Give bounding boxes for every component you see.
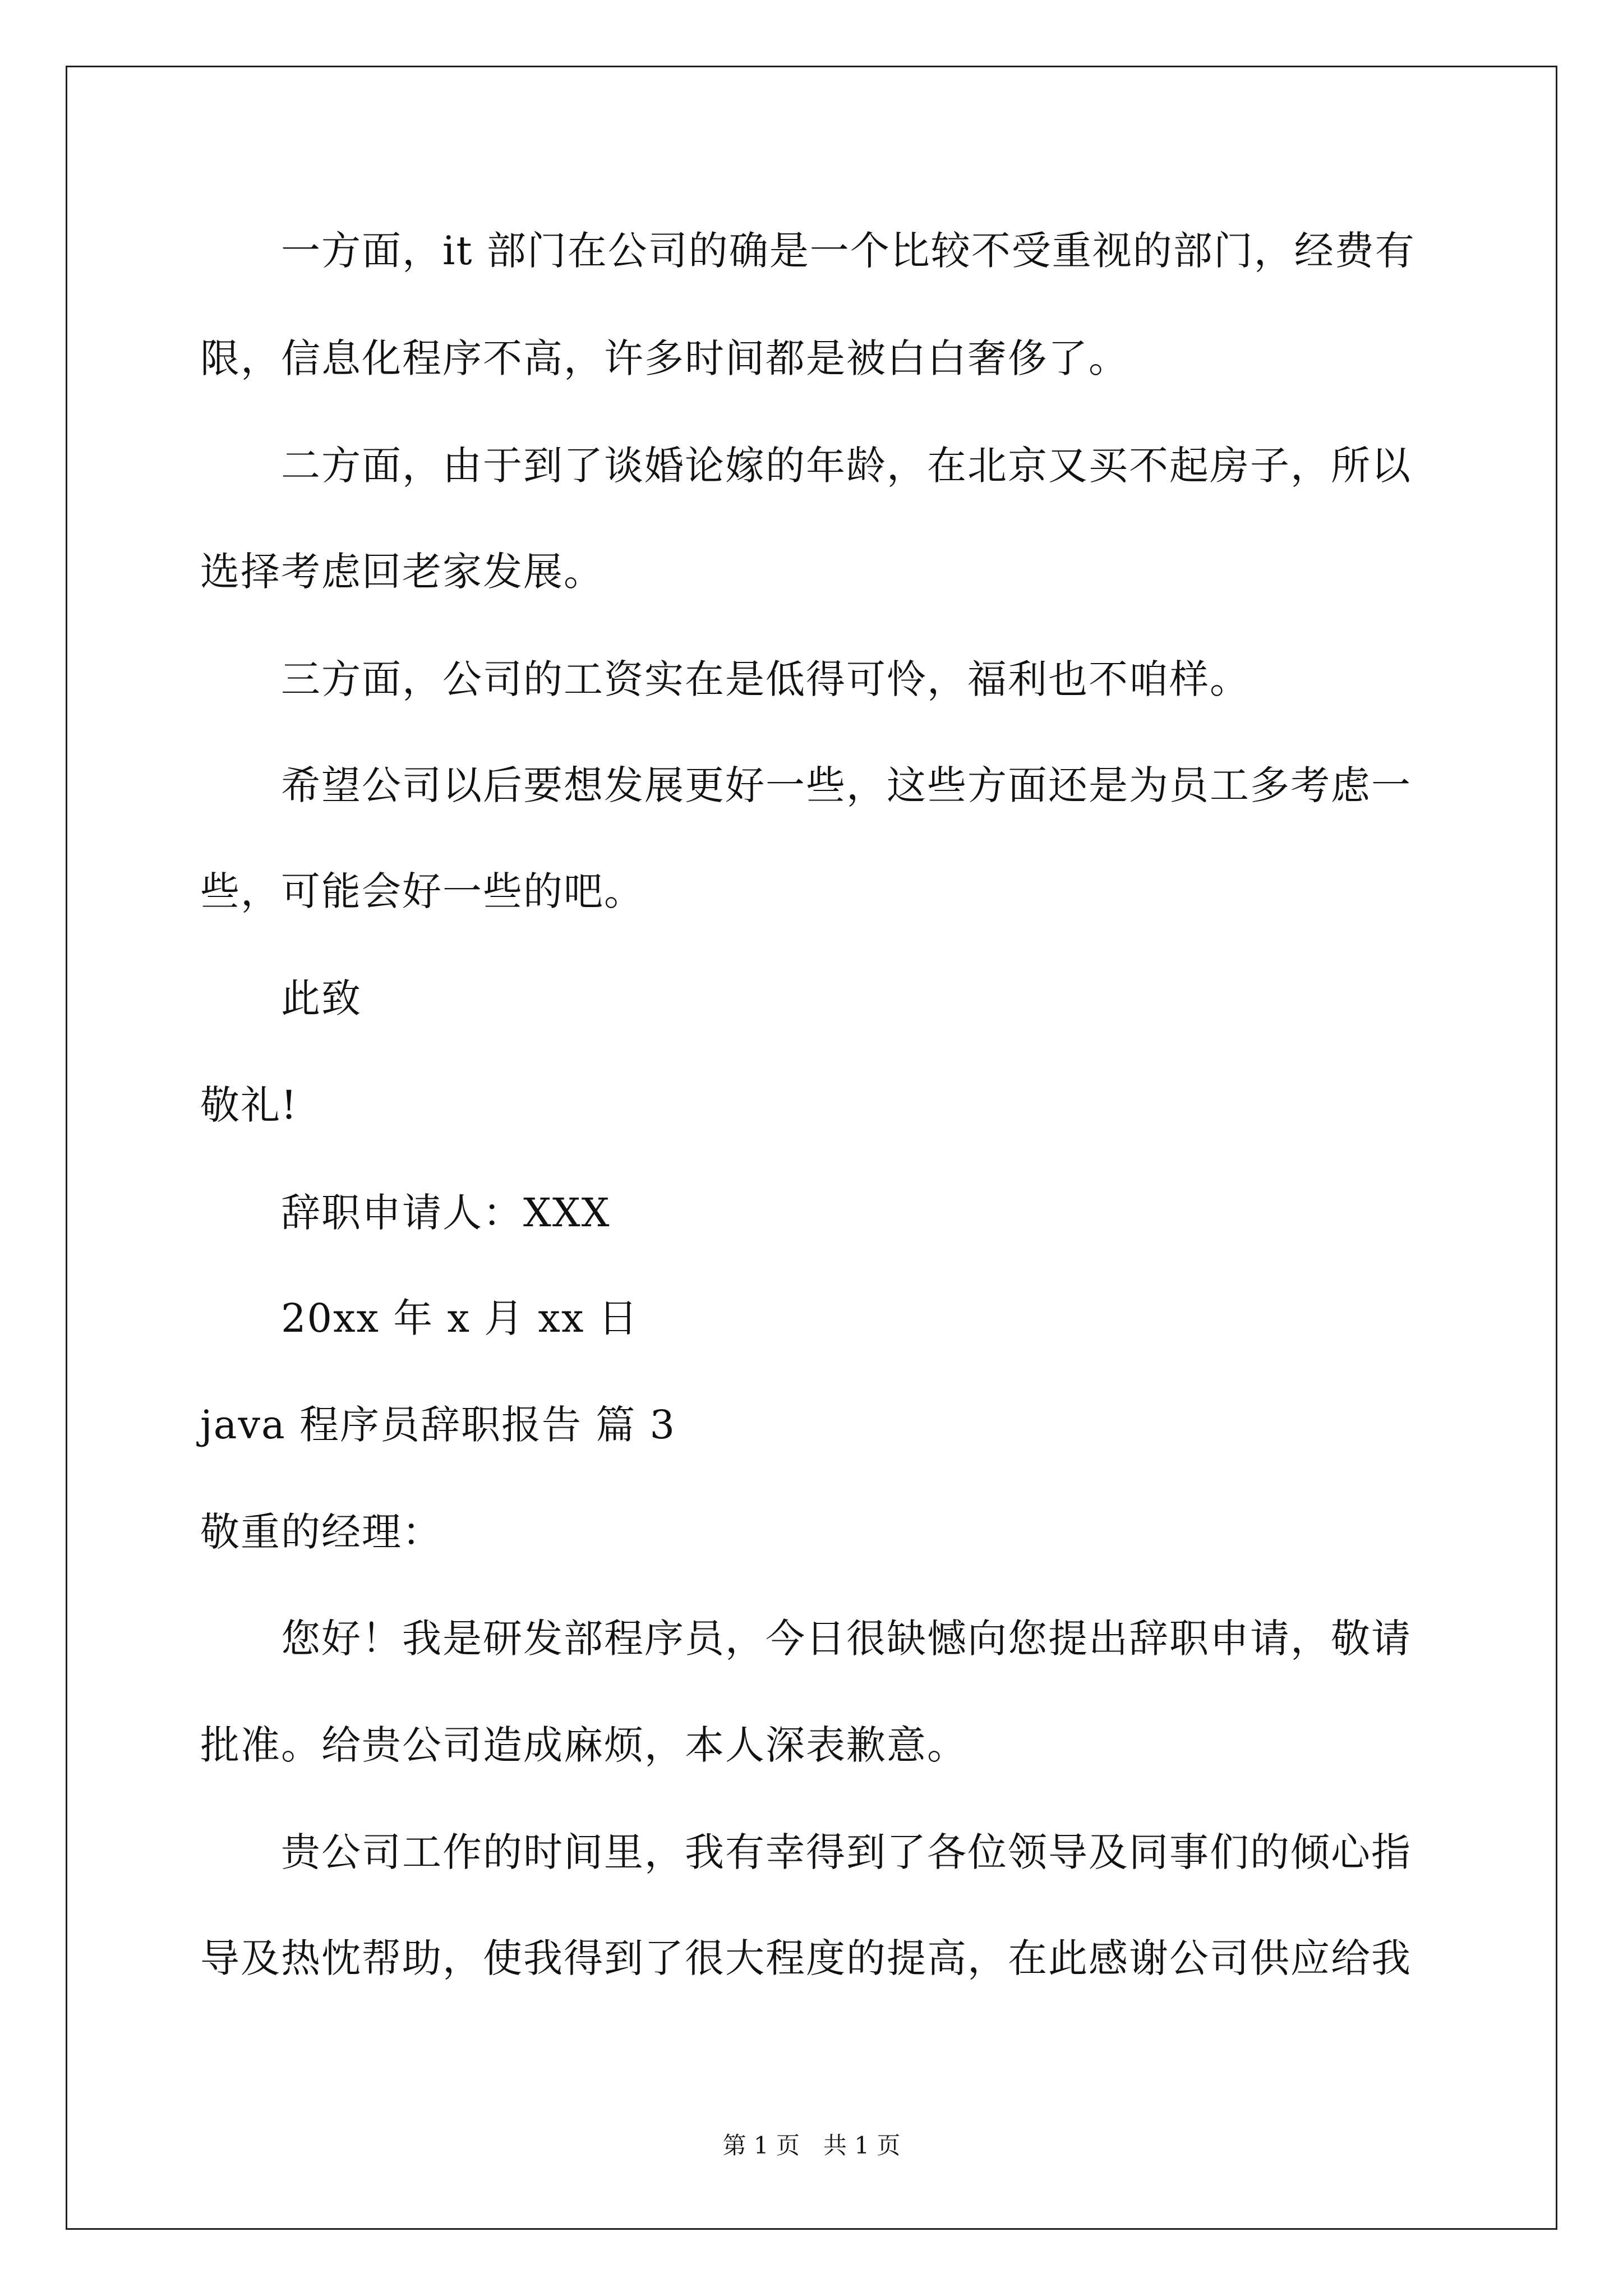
paragraph-line: 三方面，公司的工资实在是低得可怜，福利也不咱样。 xyxy=(281,656,1250,702)
paragraph-line: 些，可能会好一些的吧。 xyxy=(200,868,644,914)
page-footer: 第 1 页 共 1 页 xyxy=(722,2132,901,2159)
paragraph-line: 一方面，it 部门在公司的确是一个比较不受重视的部门，经费有 xyxy=(281,228,1415,274)
closing-line: 敬礼! xyxy=(200,1082,298,1128)
salutation-line: 敬重的经理： xyxy=(200,1509,442,1555)
paragraph-line: 导及热忱帮助，使我得到了很大程度的提高，在此感谢公司供应给我 xyxy=(200,1935,1412,1981)
closing-line: 此致 xyxy=(281,976,362,1022)
page-border xyxy=(66,66,1557,2230)
date-line: 20xx 年 x 月 xx 日 xyxy=(281,1295,639,1341)
paragraph-line: 选择考虑回老家发展。 xyxy=(200,549,604,595)
section-heading: java 程序员辞职报告 篇 3 xyxy=(200,1402,676,1448)
signature-line: 辞职申请人：XXX xyxy=(281,1190,611,1236)
paragraph-line: 希望公司以后要想发展更好一些，这些方面还是为员工多考虑一 xyxy=(281,762,1412,808)
paragraph-line: 批准。给贵公司造成麻烦，本人深表歉意。 xyxy=(200,1722,967,1768)
paragraph-line: 限，信息化程序不高，许多时间都是被白白奢侈了。 xyxy=(200,335,1129,381)
paragraph-line: 二方面，由于到了谈婚论嫁的年龄，在北京又买不起房子，所以 xyxy=(281,443,1412,489)
paragraph-line: 您好！我是研发部程序员，今日很缺憾向您提出辞职申请，敬请 xyxy=(281,1616,1412,1662)
paragraph-line: 贵公司工作的时间里，我有幸得到了各位领导及同事们的倾心指 xyxy=(281,1829,1412,1875)
